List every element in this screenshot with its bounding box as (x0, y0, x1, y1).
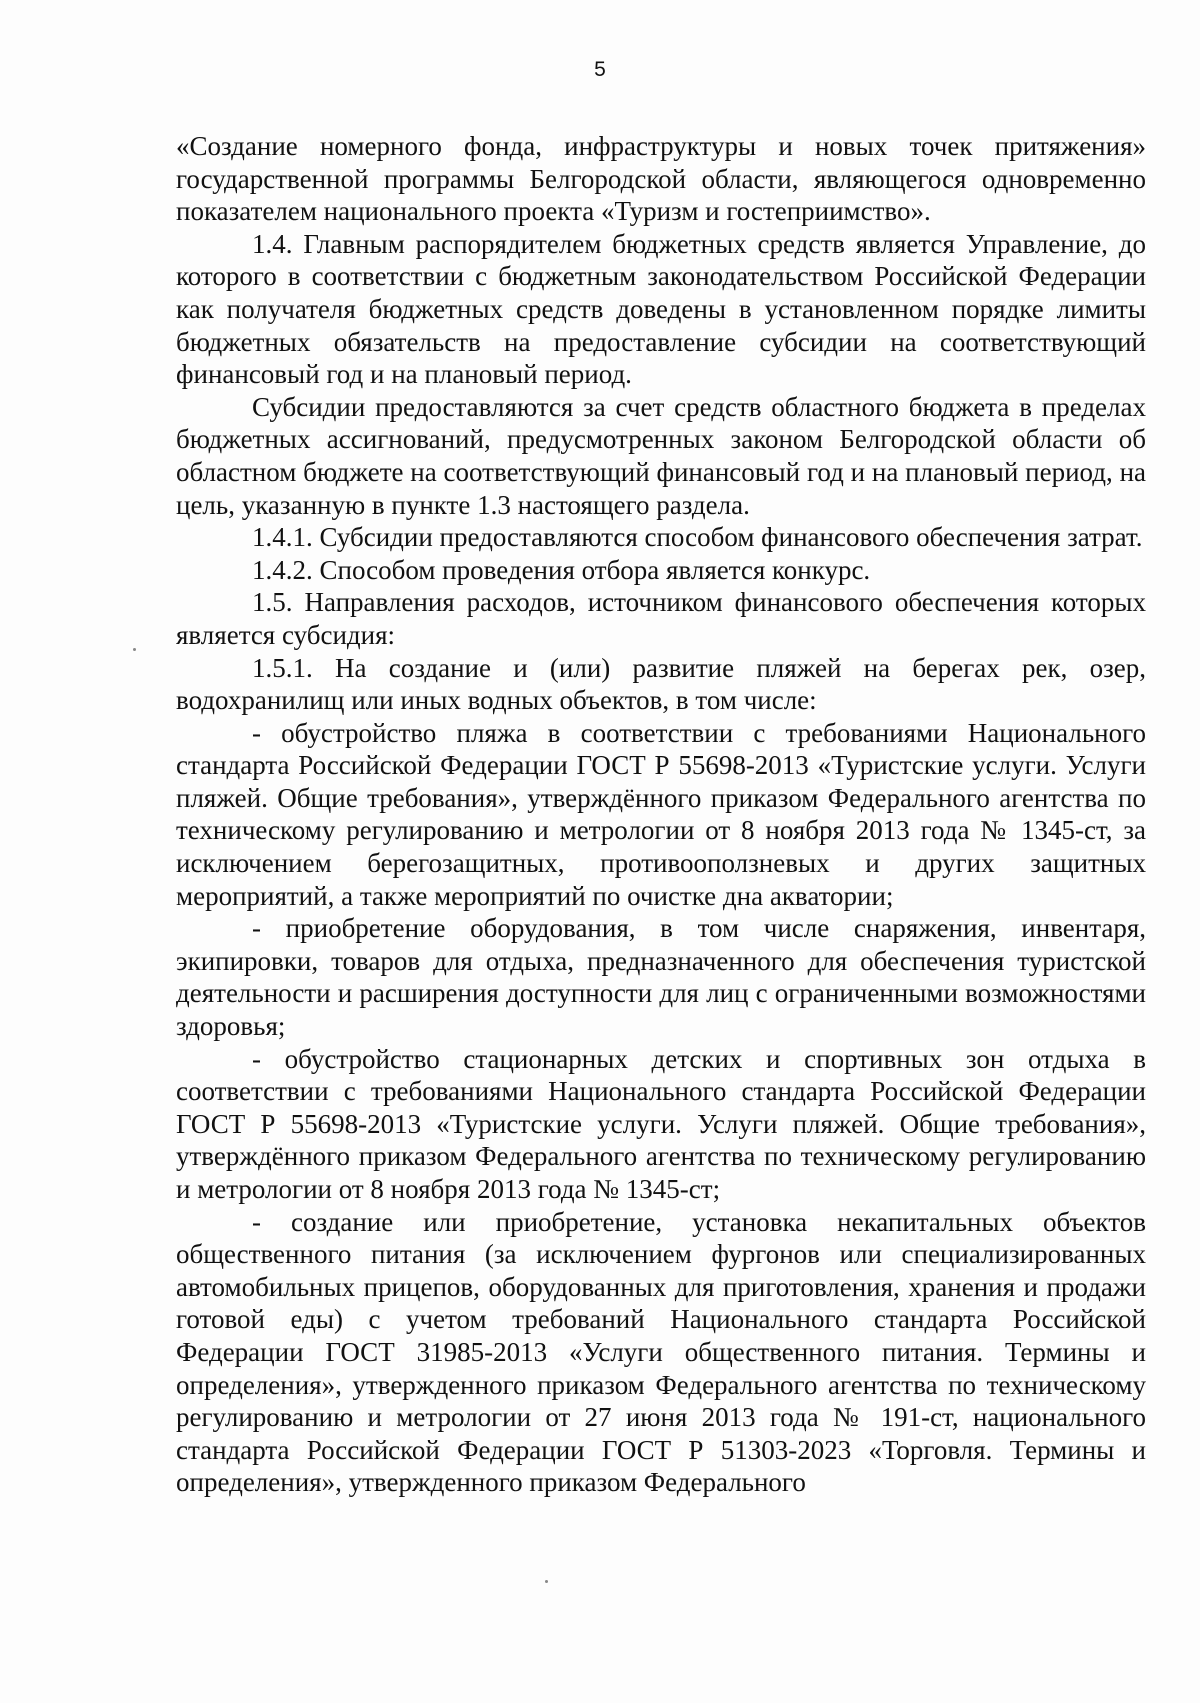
paragraph: Субсидии предоставляются за счет средств областного бюджета в пределах бюджетных ассигнований, предусмотренных законом Белгородской области об областном бюджете на соответствующий финансовый год и на плановый период, на цель, указанную в пункте 1.3 настоящего раздела. (176, 391, 1146, 520)
document-body (176, 130, 1146, 1499)
paragraph: 1.5. Направления расходов, источником финансового обеспечения которых является субсидия: (176, 587, 1146, 650)
paragraph: 1.4. Главным распорядителем бюджетных средств является Управление, до которого в соответствии с бюджетным законодательством Российской Федерации как получателя бюджетных средств доведены в установленном порядке лимиты бюджетных обязательств на предоставление субсидии на соответствующий финансовый год и на плановый период. (176, 228, 1146, 390)
paragraph: - обустройство стационарных детских и спортивных зон отдыха в соответствии с требованиями Национального стандарта Российской Федерации ГОСТ Р 55698-2013 «Туристские услуги. Услуги пляжей. Общие требования», утверждённого приказом Федерального агентства по техническому регулированию и метрологии от 8 ноября 2013 года № 1345-ст; (176, 1043, 1146, 1204)
scan-speck (545, 1580, 548, 1583)
scan-speck (133, 648, 136, 651)
page-number: 5 (594, 58, 606, 81)
paragraph: 1.5.1. На создание и (или) развитие пляжей на берегах рек, озер, водохранилищ или иных водных объектов, в том числе: (176, 652, 1146, 716)
paragraph: «Создание номерного фонда, инфраструктуры и новых точек притяжения» государственной программы Белгородской области, являющегося одновременно показателем национального проекта «Туризм и гостеприимство». (176, 131, 1146, 227)
paragraph: - обустройство пляжа в соответствии с требованиями Национального стандарта Российской Федерации ГОСТ Р 55698-2013 «Туристские услуги. Услуги пляжей. Общие требования», утверждённого приказом Федерального агентства по техническому регулированию и метрологии от 8 ноября 2013 года № 1345-ст, за исключением берегозащитных, противооползневых и других защитных мероприятий, а также мероприятий по очистке дна акватории; (176, 717, 1146, 911)
paragraph: 1.4.2. Способом проведения отбора является конкурс. (252, 554, 871, 585)
paragraph: - создание или приобретение, установка некапитальных объектов общественного питания (за исключением фургонов или специализированных автомобильных прицепов, оборудованных для приготовления, хранения и продажи готовой еды) с учетом требований Национального стандарта Российской Федерации ГОСТ 31985-2013 «Услуги общественного питания. Термины и определения», утвержденного приказом Федерального агентства по техническому регулированию и метрологии от 27 июня 2013 года № 191-ст, национального стандарта Российской Федерации ГОСТ Р 51303-2023 «Торговля. Термины и определения», утвержденного приказом Федерального (176, 1206, 1146, 1498)
paragraph: 1.4.1. Субсидии предоставляются способом финансового обеспечения затрат. (252, 522, 1143, 553)
paragraph: - приобретение оборудования, в том числе снаряжения, инвентаря, экипировки, товаров для отдыха, предназначенного для обеспечения туристской деятельности и расширения доступности для лиц с ограниченными возможностями здоровья; (176, 913, 1146, 1042)
